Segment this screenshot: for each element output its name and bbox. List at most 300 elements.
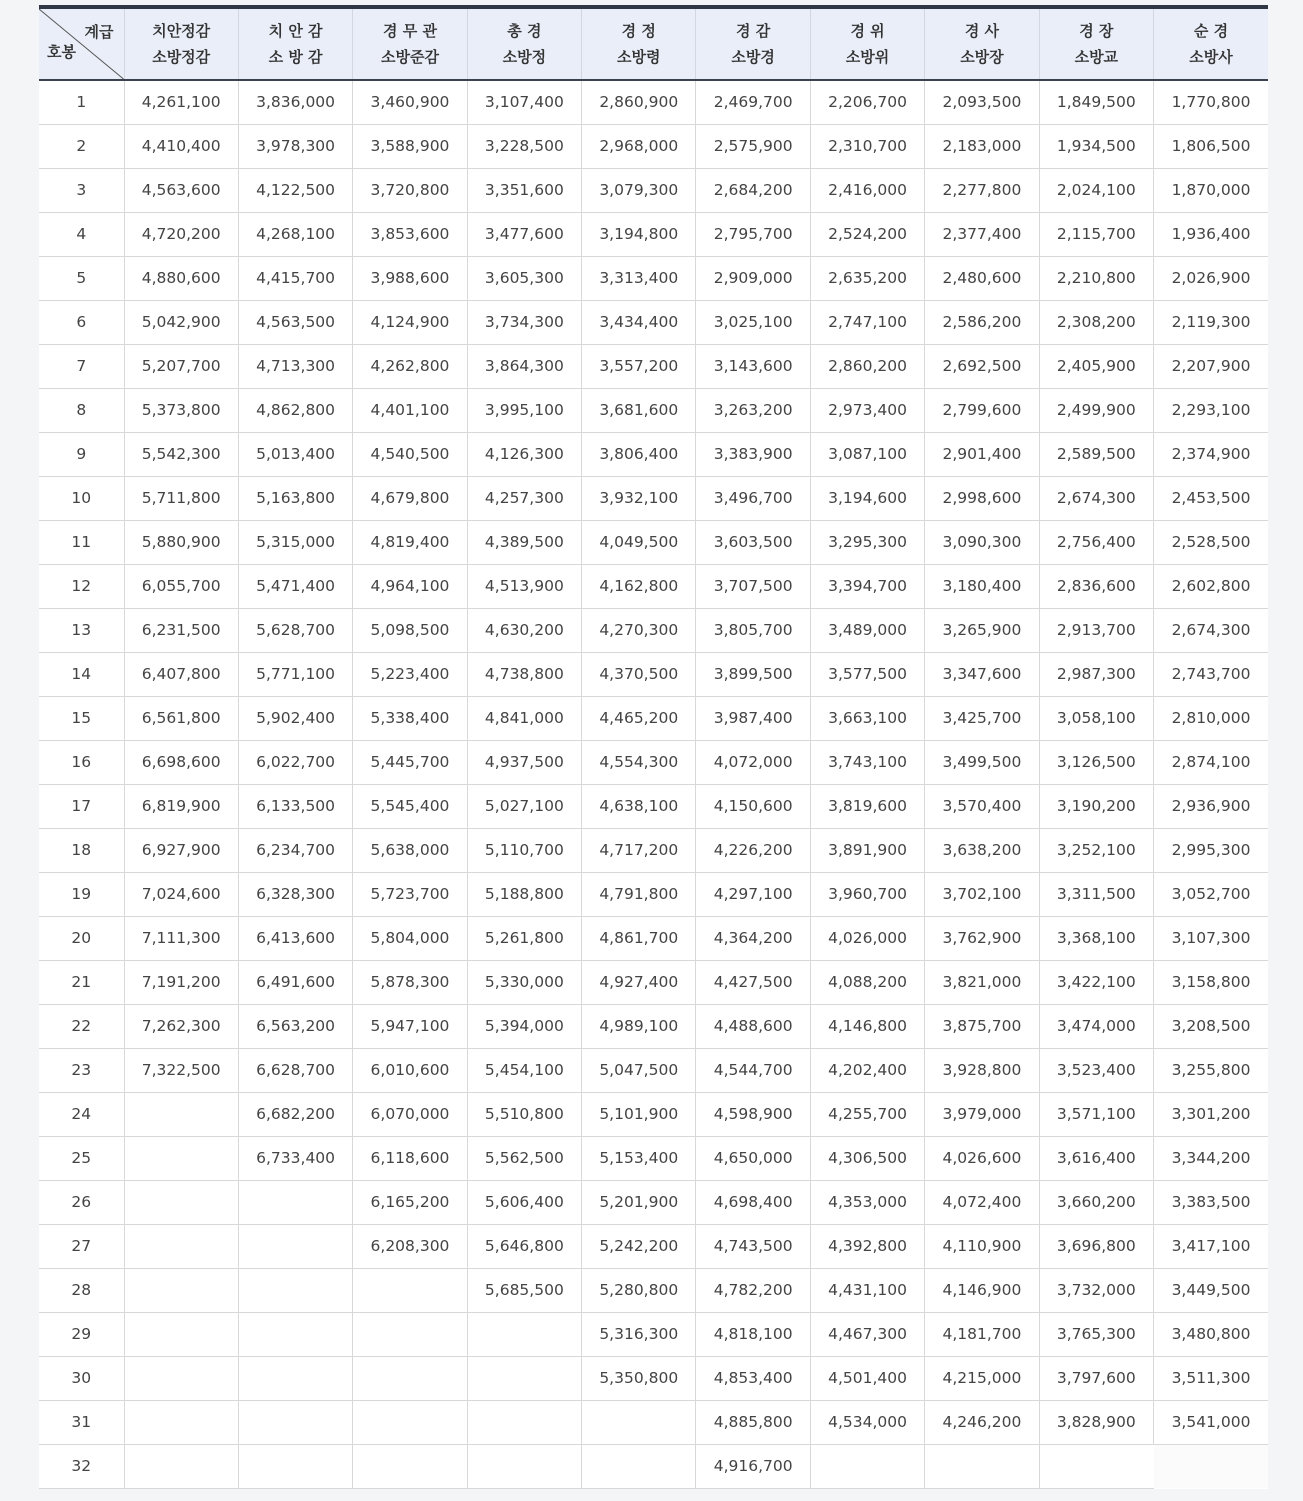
salary-cell: 5,188,800 <box>467 872 581 916</box>
salary-table-container <box>39 5 1268 1489</box>
salary-cell: 4,181,700 <box>925 1312 1039 1356</box>
salary-cell: 2,183,000 <box>925 124 1039 168</box>
salary-cell: 3,743,100 <box>810 740 924 784</box>
salary-cell <box>124 1312 238 1356</box>
salary-cell: 5,013,400 <box>238 432 352 476</box>
salary-cell: 3,588,900 <box>353 124 467 168</box>
salary-cell <box>124 1268 238 1312</box>
salary-cell: 4,150,600 <box>696 784 810 828</box>
salary-cell: 3,734,300 <box>467 300 581 344</box>
rank-header-line2: 소방정감 <box>152 48 211 66</box>
salary-cell: 4,467,300 <box>810 1312 924 1356</box>
salary-cell: 2,589,500 <box>1039 432 1153 476</box>
rank-header <box>925 7 1039 80</box>
salary-cell: 3,158,800 <box>1154 960 1268 1004</box>
salary-cell <box>238 1356 352 1400</box>
salary-cell: 5,338,400 <box>353 696 467 740</box>
salary-cell: 3,194,600 <box>810 476 924 520</box>
salary-cell: 3,480,800 <box>1154 1312 1268 1356</box>
salary-cell: 3,347,600 <box>925 652 1039 696</box>
table-row <box>39 1092 1268 1136</box>
salary-cell: 3,638,200 <box>925 828 1039 872</box>
salary-cell <box>124 1180 238 1224</box>
salary-cell: 3,720,800 <box>353 168 467 212</box>
salary-cell: 3,987,400 <box>696 696 810 740</box>
table-row <box>39 432 1268 476</box>
salary-cell: 3,434,400 <box>582 300 696 344</box>
salary-cell: 4,937,500 <box>467 740 581 784</box>
salary-cell: 3,988,600 <box>353 256 467 300</box>
salary-cell: 3,978,300 <box>238 124 352 168</box>
corner-header <box>39 7 124 80</box>
salary-cell: 2,909,000 <box>696 256 810 300</box>
salary-cell: 6,561,800 <box>124 696 238 740</box>
salary-cell: 3,696,800 <box>1039 1224 1153 1268</box>
salary-cell: 6,407,800 <box>124 652 238 696</box>
salary-cell: 5,027,100 <box>467 784 581 828</box>
step-cell: 20 <box>39 916 124 960</box>
salary-cell: 3,821,000 <box>925 960 1039 1004</box>
rank-header <box>124 7 238 80</box>
table-row <box>39 212 1268 256</box>
salary-cell: 5,445,700 <box>353 740 467 784</box>
step-cell: 17 <box>39 784 124 828</box>
rank-header <box>353 7 467 80</box>
step-cell: 11 <box>39 520 124 564</box>
salary-cell: 5,723,700 <box>353 872 467 916</box>
salary-cell: 2,995,300 <box>1154 828 1268 872</box>
salary-cell: 2,674,300 <box>1154 608 1268 652</box>
salary-cell: 3,383,500 <box>1154 1180 1268 1224</box>
salary-cell: 2,528,500 <box>1154 520 1268 564</box>
salary-cell: 4,818,100 <box>696 1312 810 1356</box>
salary-cell: 4,544,700 <box>696 1048 810 1092</box>
salary-cell: 6,682,200 <box>238 1092 352 1136</box>
table-row <box>39 388 1268 432</box>
salary-cell: 3,663,100 <box>810 696 924 740</box>
salary-cell: 2,674,300 <box>1039 476 1153 520</box>
salary-cell: 4,861,700 <box>582 916 696 960</box>
salary-cell: 3,126,500 <box>1039 740 1153 784</box>
table-row <box>39 784 1268 828</box>
step-cell: 12 <box>39 564 124 608</box>
salary-cell: 3,351,600 <box>467 168 581 212</box>
salary-cell <box>353 1312 467 1356</box>
salary-cell: 2,405,900 <box>1039 344 1153 388</box>
salary-cell: 4,427,500 <box>696 960 810 1004</box>
step-cell: 29 <box>39 1312 124 1356</box>
salary-cell: 4,162,800 <box>582 564 696 608</box>
salary-cell <box>238 1400 352 1444</box>
salary-cell: 4,513,900 <box>467 564 581 608</box>
salary-cell: 3,417,100 <box>1154 1224 1268 1268</box>
salary-cell: 4,072,400 <box>925 1180 1039 1224</box>
salary-cell: 2,377,400 <box>925 212 1039 256</box>
salary-cell: 3,605,300 <box>467 256 581 300</box>
salary-cell: 4,146,900 <box>925 1268 1039 1312</box>
salary-cell: 2,987,300 <box>1039 652 1153 696</box>
salary-cell: 4,088,200 <box>810 960 924 1004</box>
salary-cell: 3,052,700 <box>1154 872 1268 916</box>
salary-cell: 4,717,200 <box>582 828 696 872</box>
salary-cell: 4,841,000 <box>467 696 581 740</box>
salary-cell: 7,111,300 <box>124 916 238 960</box>
salary-cell: 3,460,900 <box>353 80 467 124</box>
step-cell: 3 <box>39 168 124 212</box>
salary-cell: 3,180,400 <box>925 564 1039 608</box>
table-row <box>39 168 1268 212</box>
step-cell: 27 <box>39 1224 124 1268</box>
table-row <box>39 1356 1268 1400</box>
rank-header <box>1039 7 1153 80</box>
salary-cell: 2,093,500 <box>925 80 1039 124</box>
salary-cell: 4,415,700 <box>238 256 352 300</box>
salary-cell: 5,542,300 <box>124 432 238 476</box>
salary-cell: 4,791,800 <box>582 872 696 916</box>
salary-cell: 3,541,000 <box>1154 1400 1268 1444</box>
salary-cell: 3,864,300 <box>467 344 581 388</box>
step-cell: 30 <box>39 1356 124 1400</box>
salary-cell: 4,431,100 <box>810 1268 924 1312</box>
step-cell: 2 <box>39 124 124 168</box>
step-label: 호봉 <box>47 43 76 61</box>
salary-cell: 4,268,100 <box>238 212 352 256</box>
salary-cell: 4,853,400 <box>696 1356 810 1400</box>
salary-cell: 6,234,700 <box>238 828 352 872</box>
step-cell: 18 <box>39 828 124 872</box>
salary-cell: 3,797,600 <box>1039 1356 1153 1400</box>
salary-cell: 4,262,800 <box>353 344 467 388</box>
salary-cell: 3,891,900 <box>810 828 924 872</box>
salary-cell: 4,501,400 <box>810 1356 924 1400</box>
salary-cell: 2,207,900 <box>1154 344 1268 388</box>
salary-cell: 6,231,500 <box>124 608 238 652</box>
salary-cell: 3,090,300 <box>925 520 1039 564</box>
salary-cell: 4,650,000 <box>696 1136 810 1180</box>
salary-cell: 4,989,100 <box>582 1004 696 1048</box>
salary-cell: 2,874,100 <box>1154 740 1268 784</box>
salary-cell: 4,916,700 <box>696 1444 810 1488</box>
salary-cell: 4,226,200 <box>696 828 810 872</box>
salary-cell: 4,255,700 <box>810 1092 924 1136</box>
salary-cell: 4,364,200 <box>696 916 810 960</box>
salary-cell: 2,575,900 <box>696 124 810 168</box>
salary-cell: 2,836,600 <box>1039 564 1153 608</box>
rank-header <box>238 7 352 80</box>
salary-cell: 4,401,100 <box>353 388 467 432</box>
salary-cell: 3,143,600 <box>696 344 810 388</box>
step-cell: 7 <box>39 344 124 388</box>
salary-cell: 2,901,400 <box>925 432 1039 476</box>
salary-cell: 5,454,100 <box>467 1048 581 1092</box>
step-cell: 6 <box>39 300 124 344</box>
step-cell: 9 <box>39 432 124 476</box>
salary-cell: 5,163,800 <box>238 476 352 520</box>
salary-cell: 6,733,400 <box>238 1136 352 1180</box>
salary-cell: 3,394,700 <box>810 564 924 608</box>
salary-cell: 6,328,300 <box>238 872 352 916</box>
rank-header <box>810 7 924 80</box>
salary-cell: 5,628,700 <box>238 608 352 652</box>
salary-cell: 4,563,500 <box>238 300 352 344</box>
table-row <box>39 828 1268 872</box>
salary-cell: 2,860,200 <box>810 344 924 388</box>
salary-cell: 3,557,200 <box>582 344 696 388</box>
salary-cell <box>238 1268 352 1312</box>
salary-cell: 3,255,800 <box>1154 1048 1268 1092</box>
salary-cell: 1,870,000 <box>1154 168 1268 212</box>
salary-cell: 2,692,500 <box>925 344 1039 388</box>
salary-cell: 2,308,200 <box>1039 300 1153 344</box>
salary-cell <box>582 1444 696 1488</box>
salary-cell: 4,698,400 <box>696 1180 810 1224</box>
salary-cell: 4,026,600 <box>925 1136 1039 1180</box>
rank-header-line2: 소방사 <box>1189 48 1233 66</box>
salary-cell: 4,488,600 <box>696 1004 810 1048</box>
salary-cell: 3,301,200 <box>1154 1092 1268 1136</box>
salary-cell: 5,047,500 <box>582 1048 696 1092</box>
table-body <box>39 80 1268 1488</box>
salary-cell: 5,902,400 <box>238 696 352 740</box>
step-cell: 24 <box>39 1092 124 1136</box>
salary-cell: 3,707,500 <box>696 564 810 608</box>
salary-cell: 4,124,900 <box>353 300 467 344</box>
salary-cell: 5,223,400 <box>353 652 467 696</box>
salary-cell: 2,453,500 <box>1154 476 1268 520</box>
salary-cell: 3,265,900 <box>925 608 1039 652</box>
salary-cell: 5,471,400 <box>238 564 352 608</box>
salary-cell: 4,880,600 <box>124 256 238 300</box>
table-row <box>39 520 1268 564</box>
salary-cell: 3,806,400 <box>582 432 696 476</box>
salary-cell: 3,079,300 <box>582 168 696 212</box>
salary-cell: 2,293,100 <box>1154 388 1268 432</box>
table-row <box>39 1444 1268 1488</box>
table-row <box>39 740 1268 784</box>
rank-header <box>467 7 581 80</box>
rank-header-line1: 경 무 관 <box>383 22 437 40</box>
salary-cell: 4,122,500 <box>238 168 352 212</box>
salary-cell <box>353 1400 467 1444</box>
salary-cell: 3,313,400 <box>582 256 696 300</box>
salary-cell: 3,087,100 <box>810 432 924 476</box>
salary-cell: 2,635,200 <box>810 256 924 300</box>
salary-cell: 6,022,700 <box>238 740 352 784</box>
rank-header-line2: 소방위 <box>845 48 890 66</box>
salary-cell: 3,836,000 <box>238 80 352 124</box>
salary-cell <box>124 1400 238 1444</box>
salary-cell: 5,110,700 <box>467 828 581 872</box>
table-row <box>39 1224 1268 1268</box>
salary-cell: 3,899,500 <box>696 652 810 696</box>
salary-table <box>39 5 1268 1489</box>
rank-header-line1: 경 장 <box>1079 22 1114 40</box>
salary-cell: 3,194,800 <box>582 212 696 256</box>
salary-cell: 3,732,000 <box>1039 1268 1153 1312</box>
salary-cell: 4,370,500 <box>582 652 696 696</box>
salary-cell: 2,747,100 <box>810 300 924 344</box>
step-cell: 1 <box>39 80 124 124</box>
salary-cell: 5,098,500 <box>353 608 467 652</box>
salary-cell: 3,252,100 <box>1039 828 1153 872</box>
salary-cell: 2,743,700 <box>1154 652 1268 696</box>
salary-cell: 2,499,900 <box>1039 388 1153 432</box>
salary-cell: 4,563,600 <box>124 168 238 212</box>
table-row <box>39 1312 1268 1356</box>
salary-cell <box>467 1356 581 1400</box>
salary-cell: 5,771,100 <box>238 652 352 696</box>
rank-header-line2: 소방령 <box>617 48 661 66</box>
salary-cell: 5,804,000 <box>353 916 467 960</box>
salary-cell <box>353 1356 467 1400</box>
salary-cell: 6,628,700 <box>238 1048 352 1092</box>
salary-cell: 5,042,900 <box>124 300 238 344</box>
salary-cell: 3,477,600 <box>467 212 581 256</box>
salary-cell <box>467 1444 581 1488</box>
salary-cell: 4,964,100 <box>353 564 467 608</box>
salary-cell: 3,263,200 <box>696 388 810 432</box>
salary-cell: 5,330,000 <box>467 960 581 1004</box>
salary-cell: 6,927,900 <box>124 828 238 872</box>
salary-cell: 1,849,500 <box>1039 80 1153 124</box>
salary-cell: 3,449,500 <box>1154 1268 1268 1312</box>
salary-cell: 6,698,600 <box>124 740 238 784</box>
salary-cell: 3,960,700 <box>810 872 924 916</box>
salary-cell: 3,603,500 <box>696 520 810 564</box>
salary-cell: 2,206,700 <box>810 80 924 124</box>
salary-cell: 5,242,200 <box>582 1224 696 1268</box>
salary-cell: 3,422,100 <box>1039 960 1153 1004</box>
rank-header-line1: 경 정 <box>621 22 656 40</box>
salary-cell: 3,853,600 <box>353 212 467 256</box>
table-row <box>39 872 1268 916</box>
salary-cell: 5,207,700 <box>124 344 238 388</box>
salary-cell: 3,474,000 <box>1039 1004 1153 1048</box>
salary-cell: 6,208,300 <box>353 1224 467 1268</box>
step-cell: 28 <box>39 1268 124 1312</box>
step-cell: 8 <box>39 388 124 432</box>
salary-cell: 2,602,800 <box>1154 564 1268 608</box>
salary-cell: 4,215,000 <box>925 1356 1039 1400</box>
step-cell: 22 <box>39 1004 124 1048</box>
table-row <box>39 476 1268 520</box>
salary-cell: 2,998,600 <box>925 476 1039 520</box>
table-row <box>39 916 1268 960</box>
salary-cell: 4,261,100 <box>124 80 238 124</box>
rank-header <box>696 7 810 80</box>
salary-cell: 3,208,500 <box>1154 1004 1268 1048</box>
rank-header-line1: 총 경 <box>507 22 542 40</box>
salary-cell: 3,025,100 <box>696 300 810 344</box>
salary-cell: 4,257,300 <box>467 476 581 520</box>
salary-cell: 2,469,700 <box>696 80 810 124</box>
salary-cell: 3,995,100 <box>467 388 581 432</box>
salary-cell: 4,638,100 <box>582 784 696 828</box>
salary-cell: 2,524,200 <box>810 212 924 256</box>
salary-cell: 2,860,900 <box>582 80 696 124</box>
salary-cell: 3,928,800 <box>925 1048 1039 1092</box>
salary-cell: 5,606,400 <box>467 1180 581 1224</box>
salary-cell <box>124 1356 238 1400</box>
salary-cell: 2,586,200 <box>925 300 1039 344</box>
table-row <box>39 124 1268 168</box>
salary-cell <box>238 1312 352 1356</box>
salary-cell <box>238 1224 352 1268</box>
salary-cell: 5,201,900 <box>582 1180 696 1224</box>
salary-cell: 5,316,300 <box>582 1312 696 1356</box>
salary-cell: 4,353,000 <box>810 1180 924 1224</box>
table-row <box>39 652 1268 696</box>
salary-cell: 3,489,000 <box>810 608 924 652</box>
table-row <box>39 960 1268 1004</box>
rank-header-line2: 소방장 <box>960 48 1004 66</box>
salary-cell: 5,711,800 <box>124 476 238 520</box>
step-cell: 10 <box>39 476 124 520</box>
salary-cell: 5,880,900 <box>124 520 238 564</box>
salary-cell: 3,932,100 <box>582 476 696 520</box>
salary-cell: 4,297,100 <box>696 872 810 916</box>
salary-cell: 3,660,200 <box>1039 1180 1153 1224</box>
salary-cell <box>353 1444 467 1488</box>
salary-cell <box>582 1400 696 1444</box>
salary-cell: 6,010,600 <box>353 1048 467 1092</box>
salary-cell: 2,799,600 <box>925 388 1039 432</box>
salary-cell <box>124 1444 238 1488</box>
salary-cell: 2,795,700 <box>696 212 810 256</box>
salary-cell <box>238 1444 352 1488</box>
salary-cell: 4,927,400 <box>582 960 696 1004</box>
salary-cell: 5,646,800 <box>467 1224 581 1268</box>
salary-cell <box>467 1400 581 1444</box>
salary-cell: 4,072,000 <box>696 740 810 784</box>
salary-cell: 3,190,200 <box>1039 784 1153 828</box>
table-row <box>39 80 1268 124</box>
salary-cell: 3,979,000 <box>925 1092 1039 1136</box>
salary-cell: 4,534,000 <box>810 1400 924 1444</box>
salary-cell: 6,491,600 <box>238 960 352 1004</box>
salary-cell: 3,311,500 <box>1039 872 1153 916</box>
salary-cell: 4,885,800 <box>696 1400 810 1444</box>
salary-cell: 5,947,100 <box>353 1004 467 1048</box>
salary-cell <box>925 1444 1039 1488</box>
salary-cell: 3,058,100 <box>1039 696 1153 740</box>
table-row <box>39 1180 1268 1224</box>
step-cell: 4 <box>39 212 124 256</box>
salary-cell: 4,202,400 <box>810 1048 924 1092</box>
salary-cell: 5,153,400 <box>582 1136 696 1180</box>
salary-cell: 2,684,200 <box>696 168 810 212</box>
salary-cell: 4,540,500 <box>353 432 467 476</box>
salary-cell: 2,913,700 <box>1039 608 1153 652</box>
step-cell: 25 <box>39 1136 124 1180</box>
salary-cell: 1,934,500 <box>1039 124 1153 168</box>
salary-cell: 2,374,900 <box>1154 432 1268 476</box>
salary-cell: 7,191,200 <box>124 960 238 1004</box>
step-cell: 13 <box>39 608 124 652</box>
rank-header-line1: 경 감 <box>736 22 771 40</box>
salary-cell: 6,165,200 <box>353 1180 467 1224</box>
salary-cell: 3,681,600 <box>582 388 696 432</box>
salary-cell: 5,878,300 <box>353 960 467 1004</box>
salary-cell: 6,070,000 <box>353 1092 467 1136</box>
table-row <box>39 608 1268 652</box>
rank-header-line1: 순 경 <box>1193 22 1229 40</box>
salary-cell: 2,480,600 <box>925 256 1039 300</box>
salary-cell: 5,280,800 <box>582 1268 696 1312</box>
salary-cell: 3,295,300 <box>810 520 924 564</box>
salary-cell: 5,373,800 <box>124 388 238 432</box>
salary-cell: 5,350,800 <box>582 1356 696 1400</box>
